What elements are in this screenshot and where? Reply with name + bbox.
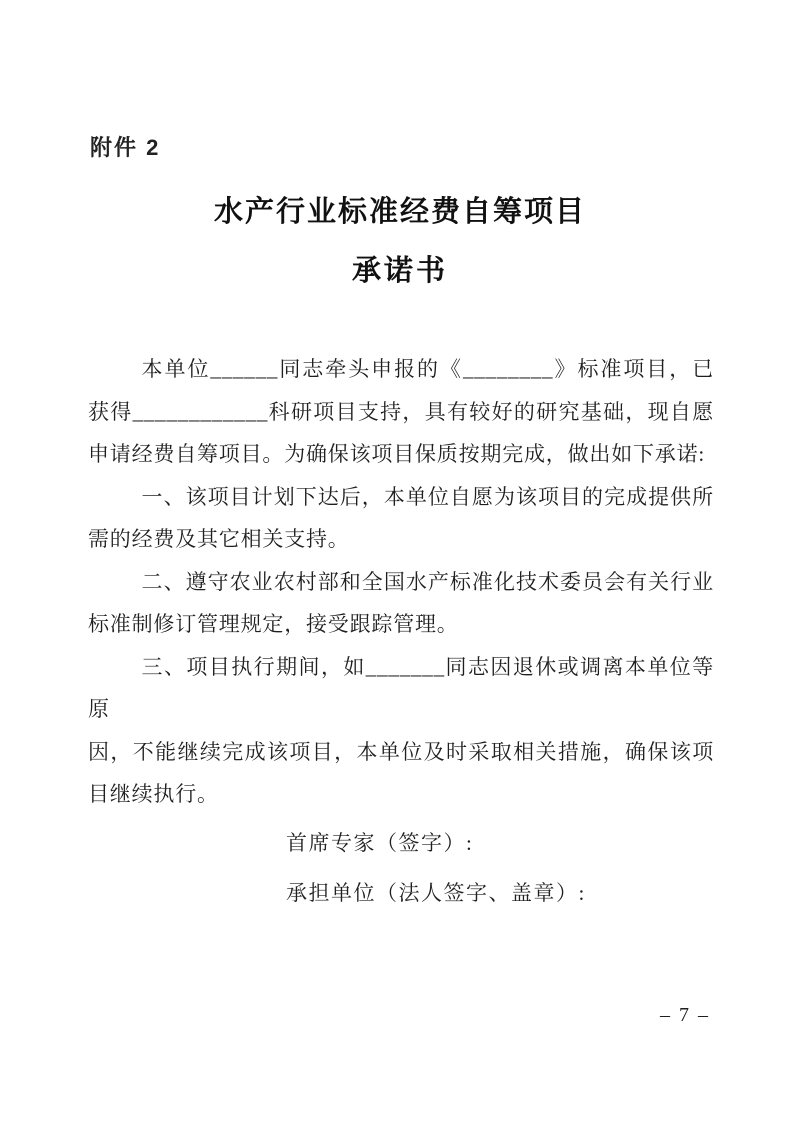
paragraph xyxy=(88,561,714,646)
text-line: 标准制修订管理规定，接受跟踪管理。 xyxy=(88,612,459,636)
signature-line-chief-expert: 首席专家（签字）: xyxy=(286,831,474,855)
text-line: 三、项目执行期间，如_______同志因退休或调离本单位等原 xyxy=(88,654,714,721)
paragraph xyxy=(88,646,714,816)
attachment-label: 附件 2 xyxy=(90,135,161,160)
page-number: – 7 – xyxy=(660,1004,710,1026)
text-line: 因，不能继续完成该项目，本单位及时采取相关措施，确保该项 xyxy=(88,739,714,764)
title-line-2: 承诺书 xyxy=(351,255,448,287)
title-line-1: 水产行业标准经费自筹项目 xyxy=(213,196,586,228)
signature-line-undertaking-unit: 承担单位（法人签字、盖章）: xyxy=(286,881,586,905)
paragraph xyxy=(88,476,714,561)
text-line: 本单位______同志牵头申报的《________》标准项目，已 xyxy=(141,357,714,381)
text-line: 一、该项目计划下达后，本单位自愿为该项目的完成提供所 xyxy=(141,484,714,509)
document-body xyxy=(88,348,714,816)
signature-block xyxy=(286,818,586,918)
text-line: 获得____________科研项目支持，具有较好的研究基础，现自愿 xyxy=(88,399,714,424)
document-title xyxy=(0,196,800,288)
text-line: 申请经费自筹项目。为确保该项目保质按期完成，做出如下承诺: xyxy=(88,442,706,466)
text-line: 二、遵守农业农村部和全国水产标准化技术委员会有关行业 xyxy=(141,569,714,594)
paragraph xyxy=(88,348,714,476)
text-line: 需的经费及其它相关支持。 xyxy=(88,527,350,551)
text-line: 目继续执行。 xyxy=(88,782,219,806)
